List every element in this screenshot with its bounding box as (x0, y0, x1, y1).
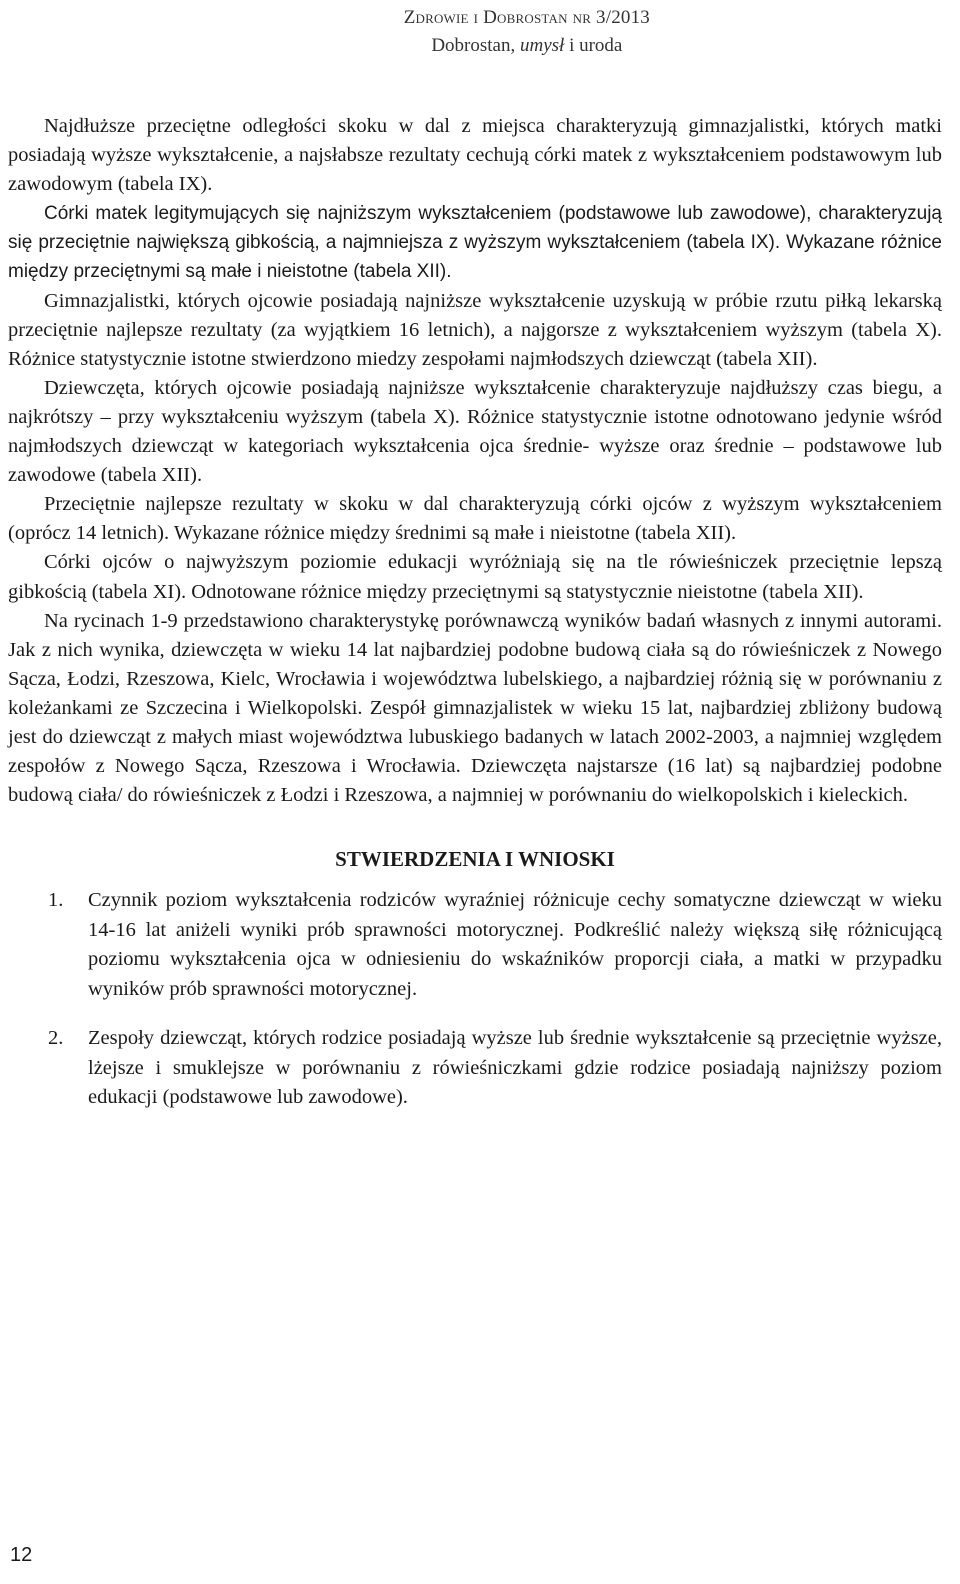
running-header (404, 4, 650, 60)
conclusion-number: 2. (48, 1027, 64, 1050)
paragraph-comparison-figures: Na rycinach 1-9 przedstawiono charakterystykę porównawczą wyników badań własnych z innymi autorami. Jak z nich wynika, dziewczęta w wieku 14 lat najbardziej podobne budową ciała są do rówieśniczek z Nowego Sącza, Łodzi, Rzeszowa, Kielc, Wrocławia i województwa lubelskiego, a najbardziej różnią się w porównaniu z koleżankami ze Szczecina i Wielkopolski. Zespół gimnazjalistek w wieku 15 lat, najbardziej zbliżony budową jest do dziewcząt z małych miast województwa lubuskiego badanych w latach 2002-2003, a najmniej względem zespołów z Nowego Sącza, Rzeszowa i Wrocławia. Dziewczęta najstarsze (16 lat) są najbardziej podobne budową ciała/ do rówieśniczek z Łodzi i Rzeszowa, a najmniej w porównaniu do wielkopolskich i kieleckich. (8, 609, 942, 807)
conclusions-heading: STWIERDZENIA I WNIOSKI (335, 847, 615, 872)
conclusion-text: Czynnik poziom wykształcenia rodziców wyraźniej różnicuje cechy somatyczne dziewcząt w wieku 14-16 lat aniżeli wyniki prób sprawności motorycznej. Podkreślić należy większą siłę różnicującą poziomu wykształcenia ojca w odniesieniu do wskaźników proporcji ciała, a matki w przypadku wyników prób sprawności motorycznej. (88, 889, 942, 1000)
paragraph-medicine-ball-fathers: Gimnazjalistki, których ojcowie posiadają najniższe wykształcenie uzyskują w próbie rzutu piłką lekarską przeciętnie najlepsze rezultaty (za wyjątkiem 16 letnich), a najgorsze z wykształceniem wyższym (tabela X). Różnice statystycznie istotne stwierdzono miedzy zespołami najmłodszych dziewcząt (tabela XII). (8, 289, 942, 370)
page-number: 12 (10, 1544, 33, 1566)
conclusions-list (8, 886, 942, 1113)
paragraph-flexibility-fathers: Córki ojców o najwyższym poziomie edukacji wyróżniają się na tle rówieśniczek przeciętnie lepszą gibkością (tabela XI). Odnotowane różnice między przeciętnymi są statystycznie nieistotne (tabela XII). (8, 551, 942, 603)
paragraph-run-time-fathers: Dziewczęta, których ojcowie posiadają najniższe wykształcenie charakteryzuje najdłuższy czas biegu, a najkrótszy – przy wykształceniu wyższym (tabela X). Różnice statystycznie istotne odnotowano jedynie wśród najmłodszych dziewcząt w kategoriach wykształcenia ojca średnie- wyższe oraz średnie – podstawowe lub zawodowe (tabela XII). (8, 376, 942, 487)
paragraph-long-jump-mothers: Najdłuższe przeciętne odległości skoku w dal z miejsca charakteryzują gimnazjalistki, których matki posiadają wyższe wykształcenie, a najsłabsze rezultaty cechują córki matek z wykształceniem podstawowym lub zawodowym (tabela IX). (8, 115, 942, 196)
section-title-emphasis: umysł (519, 35, 565, 56)
conclusion-number: 1. (48, 889, 64, 912)
journal-title: Zdrowie i Dobrostan nr 3/2013 (403, 7, 650, 28)
paragraph-long-jump-fathers: Przeciętnie najlepsze rezultaty w skoku w dal charakteryzują córki ojców z wyższym wykształceniem (oprócz 14 letnich). Wykazane różnice między średnimi są małe i nieistotne (tabela XII). (8, 493, 942, 545)
article-body (8, 112, 942, 1133)
conclusion-item (8, 1024, 942, 1113)
conclusion-item (8, 886, 942, 1004)
paragraph-flexibility-mothers: Córki matek legitymujących się najniższym wykształceniem (podstawowe lub zawodowe), charakteryzują się przeciętnie największą gibkością, a najmniejsza z wyższym wykształceniem (tabela IX). Wykazane różnice między przeciętnymi są małe i nieistotne (tabela XII). (8, 203, 942, 283)
conclusion-text: Zespoły dziewcząt, których rodzice posiadają wyższe lub średnie wykształcenie są przeciętnie wyższe, lżejsze i smuklejsze w porównaniu z rówieśniczkami gdzie rodzice posiadają najniższy poziom edukacji (podstawowe lub zawodowe). (88, 1027, 942, 1109)
section-title: Dobrostan, umysł i uroda (431, 35, 623, 56)
